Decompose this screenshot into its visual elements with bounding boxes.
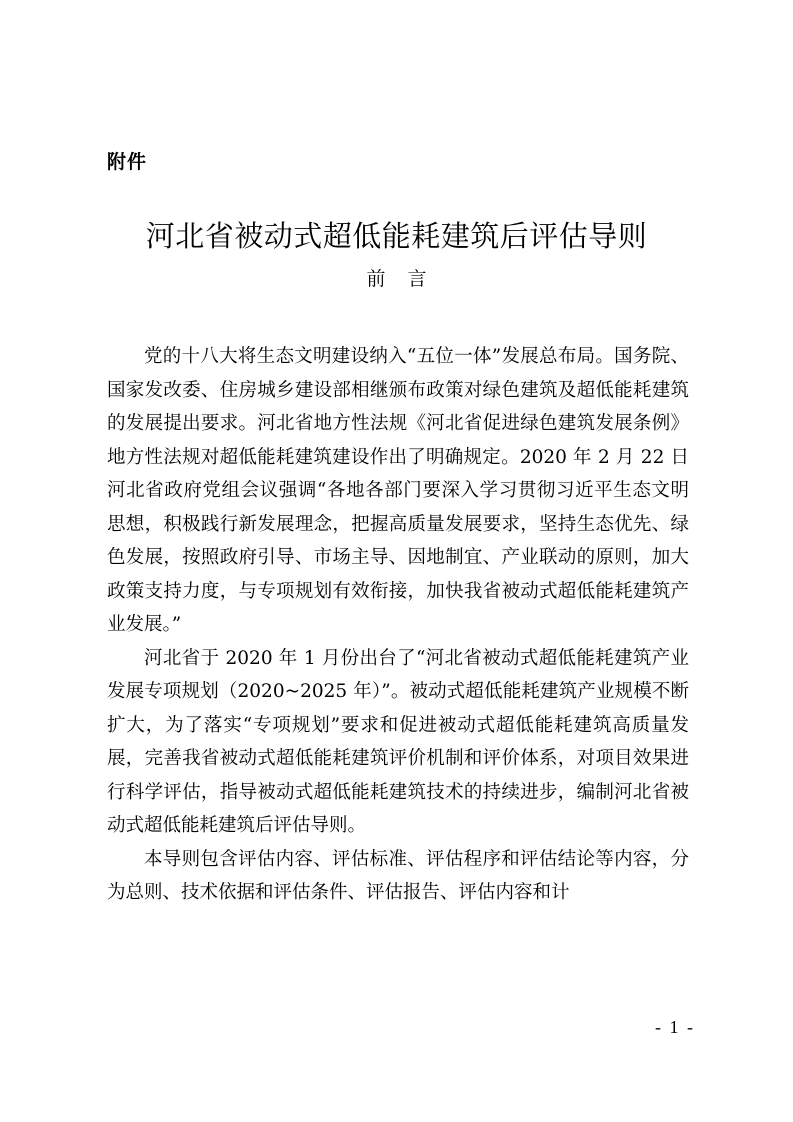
paragraph: 党的十八大将生态文明建设纳入“五位一体”发展总布局。国务院、国家发改委、住房城乡建设部相继颁布政策对绿色建筑及超低能耗建筑的发展提出要求。河北省地方性法规《河北省促进绿色建筑发展条例》地方性法规对超低能耗建筑建设作出了明确规定。2020 年 2 月 22 日河北省政府党组会议强调“各地各部门要深入学习贯彻习近平生态文明思想，积极践行新发展理念，把握高质量发展要求，坚持生态优先、绿色发展，按照政府引导、市场主导、因地制宜、产业联动的原则，加大政策支持力度，与专项规划有效衔接，加快我省被动式超低能耗建筑产业发展。” [107,346,689,635]
section-title: 前 言 [366,268,435,290]
body-text [107,340,689,910]
attachment-label: 附件 [107,151,148,173]
page-number: - 1 - [655,1017,695,1037]
paragraph: 河北省于 2020 年 1 月份出台了“河北省被动式超低能耗建筑产业发展专项规划（2020~2025 年）”。被动式超低能耗建筑产业规模不断扩大，为了落实“专项规划”要求和促进被动式超低能耗建筑高质量发展，完善我省被动式超低能耗建筑评价机制和评价体系，对项目效果进行科学评估，指导被动式超低能耗建筑技术的持续进步，编制河北省被动式超低能耗建筑后评估导则。 [107,647,689,836]
document-title: 河北省被动式超低能耗建筑后评估导则 [145,219,648,253]
paragraph: 本导则包含评估内容、评估标准、评估程序和评估结论等内容，分为总则、技术依据和评估条件、评估报告、评估内容和计 [107,848,689,903]
